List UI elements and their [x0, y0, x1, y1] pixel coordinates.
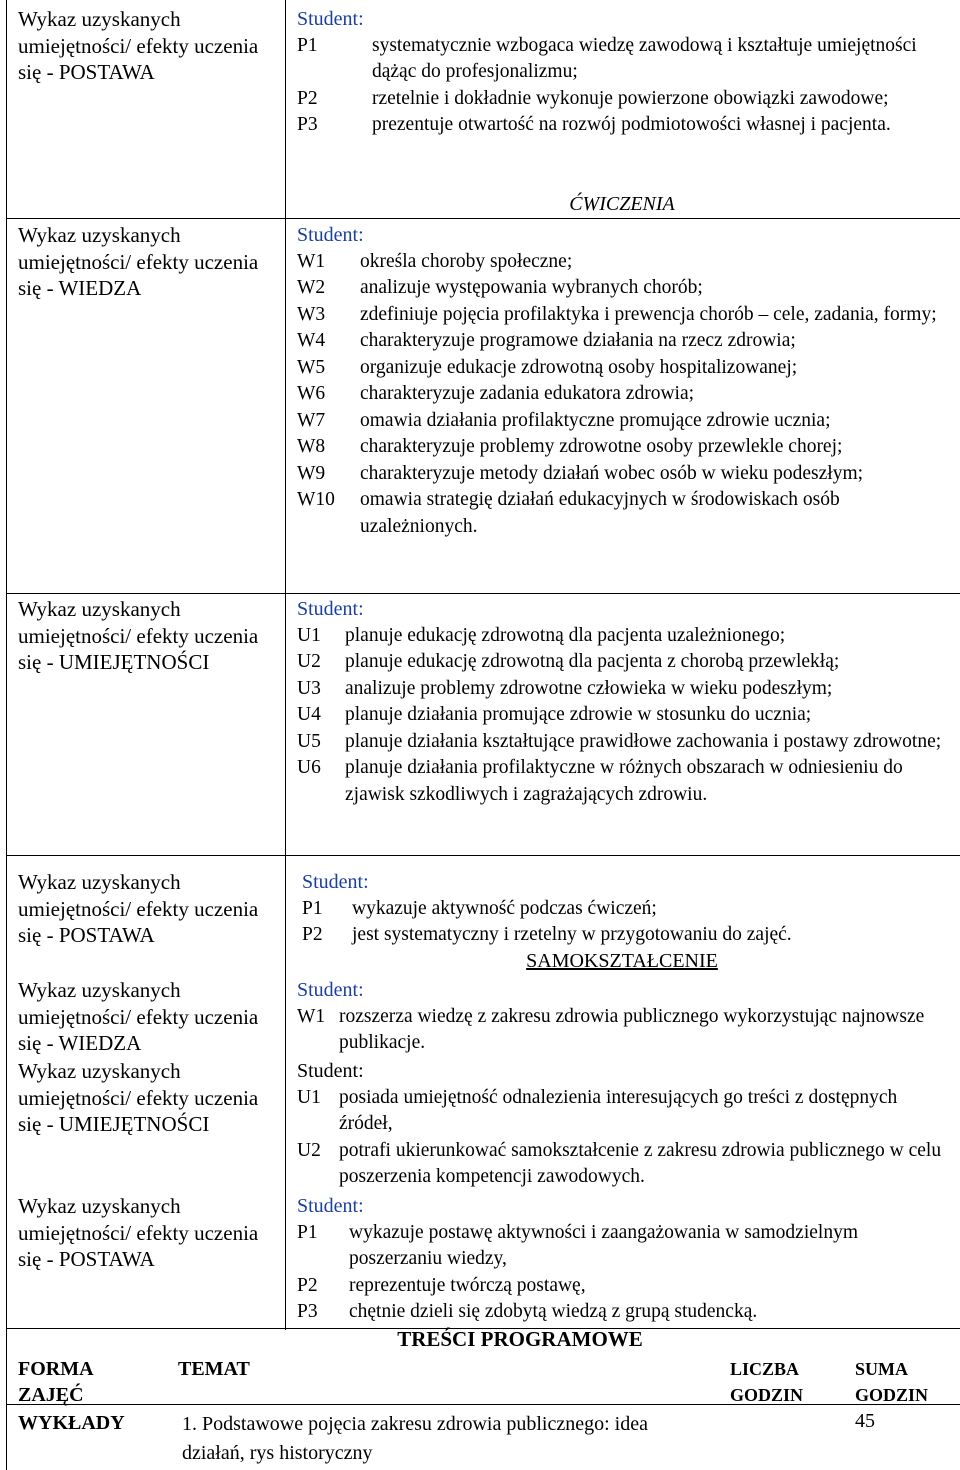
item-code: W5 — [297, 356, 326, 378]
item-text: posiada umiejętność odnalezienia interesujących go treści z dostępnych źródeł, — [339, 1086, 898, 1134]
list-item — [297, 487, 947, 540]
list-item — [297, 1085, 947, 1138]
outcomes-umiejetnosci — [297, 596, 947, 808]
table-header-liczba: LICZBA GODZIN — [730, 1359, 804, 1405]
item-text: planuje działania profilaktyczne w różnych obszarach w odniesieniu do zjawisk szkodliwych i zagrażających zdrowiu. — [345, 757, 903, 805]
outcomes-postawa — [297, 6, 947, 139]
list-item — [297, 1138, 947, 1191]
outcomes-samo-postawa — [297, 1193, 947, 1326]
item-text: zdefiniuje pojęcia profilaktyka i prewencja chorób – cele, zadania, formy; — [360, 303, 937, 325]
item-text: organizuje edukacje zdrowotną osoby hospitalizowanej; — [360, 356, 798, 378]
cwiczenia-heading: ĆWICZENIA — [569, 193, 675, 215]
item-code: W4 — [297, 330, 326, 351]
item-text: systematycznie wzbogaca wiedzę zawodową i kształtuje umiejętności dążąc do profesjonalizmu; — [372, 34, 917, 82]
student-label: Student: — [302, 871, 369, 893]
table-cell-forma: WYKŁADY — [18, 1412, 125, 1434]
item-code: P3 — [297, 114, 318, 135]
item-code: W1 — [297, 1005, 326, 1027]
item-text: charakteryzuje zadania edukatora zdrowia; — [360, 383, 695, 404]
item-text: charakteryzuje programowe działania na rzecz zdrowia; — [360, 330, 796, 351]
item-code: W10 — [297, 489, 335, 510]
list-item — [297, 249, 947, 276]
outcomes-wiedza — [297, 222, 947, 540]
item-text: omawia strategię działań edukacyjnych w środowiskach osób uzależnionych. — [360, 489, 840, 537]
list-item — [302, 896, 952, 923]
item-text: reprezentuje twórczą postawę, — [349, 1274, 586, 1296]
item-code: P1 — [302, 897, 323, 919]
item-code: U1 — [297, 1086, 321, 1108]
list-item — [297, 623, 947, 650]
outcomes-postawa-cwiczenia — [302, 869, 952, 949]
item-text: potrafi ukierunkować samokształcenie z zakresu zdrowia publicznego w celu poszerzenia kompetencji zawodowych. — [339, 1139, 942, 1187]
item-code: P2 — [297, 1274, 318, 1296]
list-item — [297, 33, 947, 86]
item-code: W3 — [297, 303, 326, 325]
list-item — [297, 86, 947, 113]
column-divider — [285, 0, 286, 1330]
item-code: W7 — [297, 409, 326, 431]
item-text: rzetelnie i dokładnie wykonuje powierzone obowiązki zawodowe; — [372, 87, 889, 109]
item-code: W9 — [297, 462, 326, 484]
table-cell-temat: 1. Podstawowe pojęcia zakresu zdrowia publicznego: idea działań, rys historyczny — [182, 1413, 648, 1464]
item-code: U6 — [297, 757, 321, 778]
list-item — [297, 112, 947, 139]
item-code: U5 — [297, 730, 321, 752]
student-label: Student: — [297, 979, 364, 1001]
item-text: analizuje występowania wybranych chorób; — [360, 277, 703, 298]
item-text: jest systematyczny i rzetelny w przygotowaniu do zajęć. — [352, 924, 792, 945]
section-label-postawa: Wykaz uzyskanych umiejętności/ efekty uczenia się - POSTAWA — [18, 1194, 259, 1271]
list-item — [297, 302, 947, 329]
item-code: P2 — [297, 87, 318, 109]
table-header-suma: SUMA GODZIN — [855, 1359, 929, 1405]
page-left-border — [6, 0, 7, 1470]
item-text: określa choroby społeczne; — [360, 250, 573, 272]
list-item — [302, 922, 952, 949]
item-text: prezentuje otwartość na rozwój podmiotowości własnej i pacjenta. — [372, 114, 891, 135]
outcomes-samo-umiejetnosci — [297, 1058, 947, 1191]
item-code: W2 — [297, 277, 326, 298]
list-item — [297, 1004, 947, 1057]
section-label-wiedza: Wykaz uzyskanych umiejętności/ efekty uczenia się - WIEDZA — [18, 223, 259, 300]
list-item — [297, 1299, 947, 1326]
item-code: P1 — [297, 1221, 318, 1243]
item-text: rozszerza wiedzę z zakresu zdrowia publicznego wykorzystując najnowsze publikacje. — [339, 1005, 925, 1053]
list-item — [297, 328, 947, 355]
row-divider — [6, 593, 960, 594]
list-item — [297, 729, 947, 756]
item-text: planuje działania kształtujące prawidłowe zachowania i postawy zdrowotne; — [345, 730, 942, 752]
item-code: U4 — [297, 704, 321, 725]
section-label-umiejetnosci: Wykaz uzyskanych umiejętności/ efekty uczenia się - UMIEJĘTNOŚCI — [18, 1059, 259, 1136]
item-text: wykazuje postawę aktywności i zaangażowania w samodzielnym poszerzaniu wiedzy, — [349, 1221, 858, 1269]
item-code: W1 — [297, 250, 326, 272]
tresci-programowe-heading: TREŚCI PROGRAMOWE — [397, 1327, 643, 1351]
item-code: P3 — [297, 1301, 318, 1322]
table-cell-suma: 45 — [855, 1410, 875, 1432]
list-item — [297, 649, 947, 676]
list-item — [297, 408, 947, 435]
section-label-umiejetnosci: Wykaz uzyskanych umiejętności/ efekty uczenia się - UMIEJĘTNOŚCI — [18, 597, 259, 674]
list-item — [297, 1220, 947, 1273]
item-code: U2 — [297, 1139, 321, 1161]
student-label: Student: — [297, 8, 364, 30]
student-label: Student: — [297, 1195, 364, 1217]
list-item — [297, 434, 947, 461]
list-item — [297, 355, 947, 382]
item-code: P2 — [302, 924, 323, 945]
table-header-temat: TEMAT — [178, 1358, 250, 1380]
item-code: W6 — [297, 383, 326, 404]
item-code: U3 — [297, 677, 321, 699]
item-code: U1 — [297, 624, 321, 646]
list-item — [297, 381, 947, 408]
list-item — [297, 275, 947, 302]
list-item — [297, 755, 947, 808]
student-label: Student: — [297, 224, 364, 246]
item-code: U2 — [297, 651, 321, 672]
item-text: planuje działania promujące zdrowie w stosunku do ucznia; — [345, 704, 812, 725]
table-header-forma: FORMA ZAJĘĆ — [18, 1358, 93, 1406]
item-text: omawia działania profilaktyczne promujące zdrowie ucznia; — [360, 409, 831, 431]
item-text: chętnie dzieli się zdobytą wiedzą z grupą studencką. — [349, 1301, 758, 1322]
list-item — [297, 1273, 947, 1300]
section-label-postawa: Wykaz uzyskanych umiejętności/ efekty uczenia się - POSTAWA — [18, 7, 259, 84]
item-code: P1 — [297, 34, 318, 56]
list-item — [297, 702, 947, 729]
item-text: analizuje problemy zdrowotne człowieka w wieku podeszłym; — [345, 677, 833, 699]
item-text: charakteryzuje metody działań wobec osób w wieku podeszłym; — [360, 462, 864, 484]
list-item — [297, 676, 947, 703]
section-label-wiedza: Wykaz uzyskanych umiejętności/ efekty uczenia się - WIEDZA — [18, 978, 259, 1055]
samoksztalcenie-heading: SAMOKSZTAŁCENIE — [526, 950, 718, 972]
item-text: planuje edukację zdrowotną dla pacjenta uzależnionego; — [345, 624, 786, 646]
student-label: Student: — [297, 598, 364, 620]
section-label-postawa: Wykaz uzyskanych umiejętności/ efekty uczenia się - POSTAWA — [18, 870, 259, 947]
item-text: planuje edukację zdrowotną dla pacjenta z chorobą przewlekłą; — [345, 651, 840, 672]
student-label: Student: — [297, 1060, 364, 1082]
item-text: wykazuje aktywność podczas ćwiczeń; — [352, 897, 657, 919]
list-item — [297, 461, 947, 488]
row-divider — [6, 218, 960, 219]
row-divider — [6, 855, 960, 856]
item-text: charakteryzuje problemy zdrowotne osoby przewlekle chorej; — [360, 436, 843, 457]
outcomes-samo-wiedza — [297, 977, 947, 1057]
item-code: W8 — [297, 436, 326, 457]
